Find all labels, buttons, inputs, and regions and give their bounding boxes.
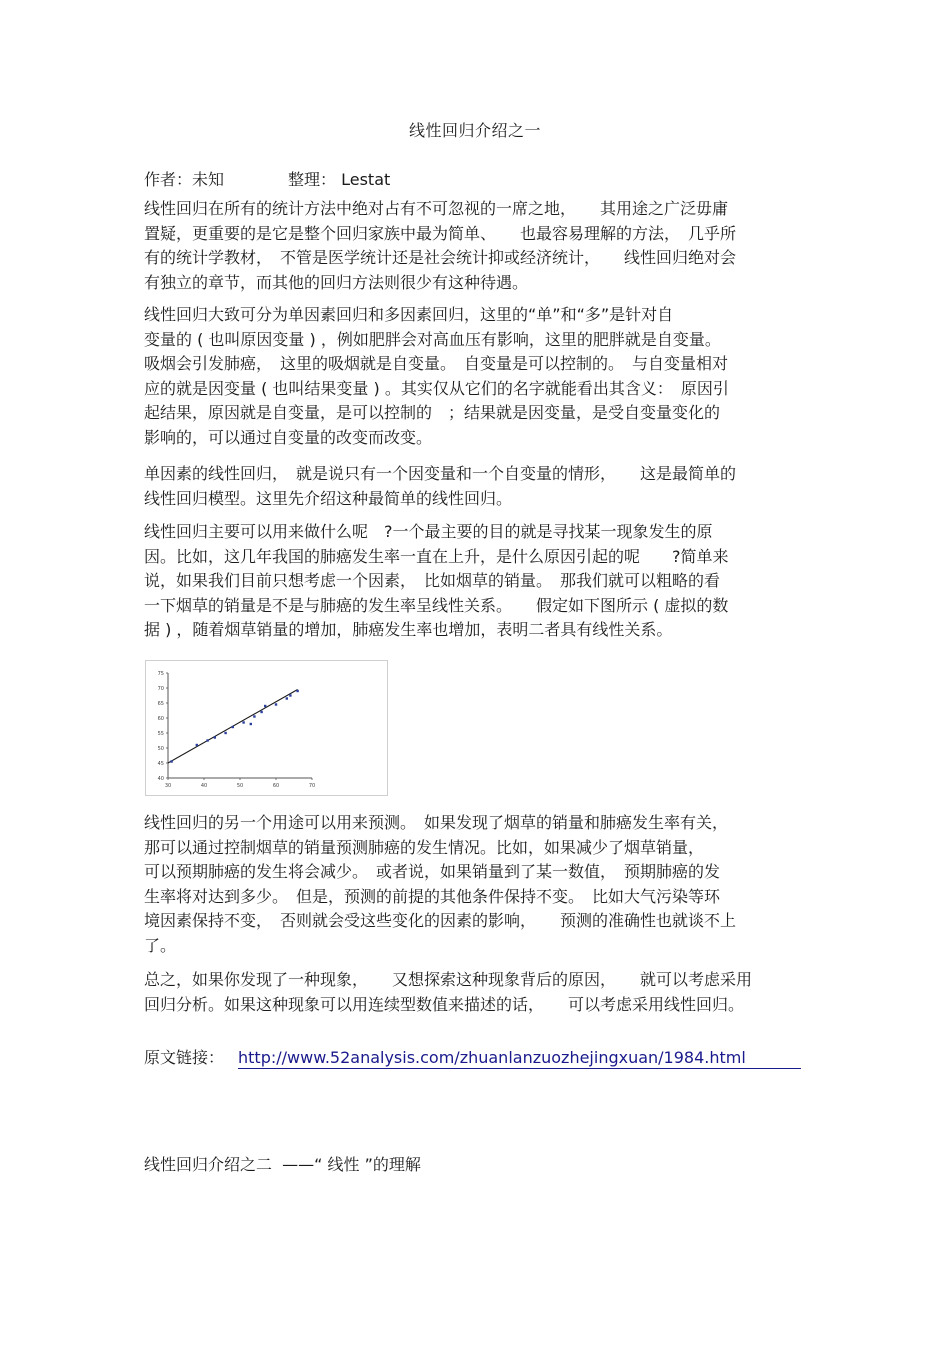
paragraph-single-factor bbox=[144, 462, 808, 511]
y-tick-label: 60 bbox=[157, 716, 164, 722]
paragraph-line: 因。比如，这几年我国的肺癌发生率一直在上升，是什么原因引起的呢 ?简单来 bbox=[144, 546, 729, 566]
x-tick-label: 30 bbox=[164, 783, 172, 789]
plot-axes bbox=[166, 673, 312, 780]
next-section-title: 线性回归介绍之二 ——“ 线性 ”的理解 bbox=[144, 1155, 421, 1174]
data-point bbox=[242, 721, 244, 723]
y-tick-label: 40 bbox=[157, 776, 164, 782]
paragraph-variables bbox=[144, 303, 808, 450]
data-point bbox=[296, 690, 298, 692]
y-tick-label: 65 bbox=[157, 701, 164, 707]
paragraph-line: 生率将对达到多少。 但是，预测的前提的其他条件保持不变。 比如大气污染等环 bbox=[144, 886, 721, 906]
data-point bbox=[196, 744, 198, 746]
source-label: 原文链接： bbox=[144, 1048, 225, 1067]
byline bbox=[144, 167, 390, 190]
data-point bbox=[206, 739, 208, 741]
paragraph-line: 境因素保持不变， 否则就会受这些变化的因素的影响， 预测的准确性也就谈不上 bbox=[144, 911, 737, 930]
paragraph-line: 回归分析。如果这种现象可以用连续型数值来描述的话， 可以考虑采用线性回归。 bbox=[144, 994, 745, 1014]
paragraph-line: 起结果，原因就是自变量，是可以控制的 ；结果就是因变量，是受自变量变化的 bbox=[144, 403, 721, 422]
paragraph-line: 影响的，可以通过自变量的改变而改变。 bbox=[144, 427, 433, 447]
data-point bbox=[214, 736, 216, 738]
data-point bbox=[224, 732, 226, 734]
paragraph-line: 总之，如果你发现了一种现象， 又想探索这种现象背后的原因， 就可以考虑采用 bbox=[144, 970, 753, 989]
data-points bbox=[170, 690, 298, 763]
author-text: 作者：未知 bbox=[144, 170, 225, 189]
y-tick-label: 50 bbox=[157, 746, 164, 752]
paragraph-line: 一下烟草的销量是不是与肺癌的发生率呈线性关系。 假定如下图所示 ( 虚拟的数 bbox=[144, 595, 729, 615]
paragraph-line: 据 ) ，随着烟草销量的增加，肺癌发生率也增加，表明二者具有线性关系。 bbox=[144, 620, 673, 639]
paragraph-line: 可以预期肺癌的发生将会减少。 或者说，如果销量到了某一数值， 预期肺癌的发 bbox=[144, 862, 721, 881]
y-tick-label: 55 bbox=[157, 731, 164, 737]
paragraph-line: 应的就是因变量 ( 也叫结果变量 ) 。其实仅从它们的名字就能看出其含义： 原因引 bbox=[144, 378, 729, 398]
x-tick-label: 60 bbox=[272, 783, 280, 789]
paragraph-line: 了。 bbox=[144, 935, 177, 955]
paragraph-summary bbox=[144, 968, 808, 1017]
x-tick-label: 50 bbox=[236, 783, 244, 789]
paragraph-line: 单因素的线性回归， 就是说只有一个因变量和一个自变量的情形， 这是最简单的 bbox=[144, 464, 737, 483]
paragraph-line: 线性回归主要可以用来做什么呢 ?一个最主要的目的就是寻找某一现象发生的原 bbox=[144, 522, 713, 541]
paragraph-line: 吸烟会引发肺癌， 这里的吸烟就是自变量。 自变量是可以控制的。 与自变量相对 bbox=[144, 354, 729, 373]
source-link[interactable]: http://www.52analysis.com/zhuanlanzuozhejingxuan/1984.html bbox=[238, 1048, 801, 1069]
data-point bbox=[232, 726, 234, 728]
paragraph-line: 线性回归的另一个用途可以用来预测。 如果发现了烟草的销量和肺癌发生率有关， bbox=[144, 813, 729, 832]
x-tick-label: 70 bbox=[308, 783, 316, 789]
editor-text: 整理： Lestat bbox=[288, 170, 391, 189]
paragraph-line: 置疑，更重要的是它是整个回归家族中最为简单、 也最容易理解的方法， 几乎所 bbox=[144, 223, 737, 243]
data-point bbox=[275, 703, 277, 705]
y-tick-label: 75 bbox=[157, 671, 164, 677]
tick-labels bbox=[158, 671, 316, 789]
source-line bbox=[144, 1045, 801, 1069]
y-tick-label: 70 bbox=[157, 686, 164, 692]
data-point bbox=[260, 711, 262, 713]
scatter-plot-figure bbox=[145, 660, 388, 796]
scatter-plot bbox=[146, 661, 387, 795]
paragraph-line: 有独立的章节，而其他的回归方法则很少有这种待遇。 bbox=[144, 272, 529, 292]
data-point bbox=[170, 760, 172, 762]
paragraph-line: 有的统计学教材， 不管是医学统计还是社会统计抑或经济统计， 线性回归绝对会 bbox=[144, 248, 737, 267]
paragraph-line: 线性回归模型。这里先介绍这种最简单的线性回归。 bbox=[144, 488, 513, 508]
x-tick-label: 40 bbox=[200, 783, 208, 789]
paragraph-purpose bbox=[144, 520, 808, 643]
data-point bbox=[286, 697, 288, 699]
data-point bbox=[289, 694, 291, 696]
data-point bbox=[250, 723, 252, 725]
data-point bbox=[264, 705, 266, 707]
paragraph-line: 线性回归大致可分为单因素回归和多因素回归，这里的“单”和“多”是针对自 bbox=[144, 305, 674, 324]
paragraph-line: 那可以通过控制烟草的销量预测肺癌的发生情况。比如，如果减少了烟草销量， bbox=[144, 837, 705, 857]
paragraph-prediction bbox=[144, 811, 808, 958]
data-point bbox=[253, 715, 255, 717]
page-title: 线性回归介绍之一 bbox=[408, 121, 541, 140]
paragraph-line: 说，如果我们目前只想考虑一个因素， 比如烟草的销量。 那我们就可以粗略的看 bbox=[144, 571, 721, 590]
paragraph-intro bbox=[144, 197, 808, 295]
paragraph-line: 线性回归在所有的统计方法中绝对占有不可忽视的一席之地， 其用途之广泛毋庸 bbox=[144, 199, 729, 218]
paragraph-line: 变量的 ( 也叫原因变量 ) ，例如肥胖会对高血压有影响，这里的肥胖就是自变量。 bbox=[144, 329, 721, 349]
y-tick-label: 45 bbox=[157, 761, 164, 767]
